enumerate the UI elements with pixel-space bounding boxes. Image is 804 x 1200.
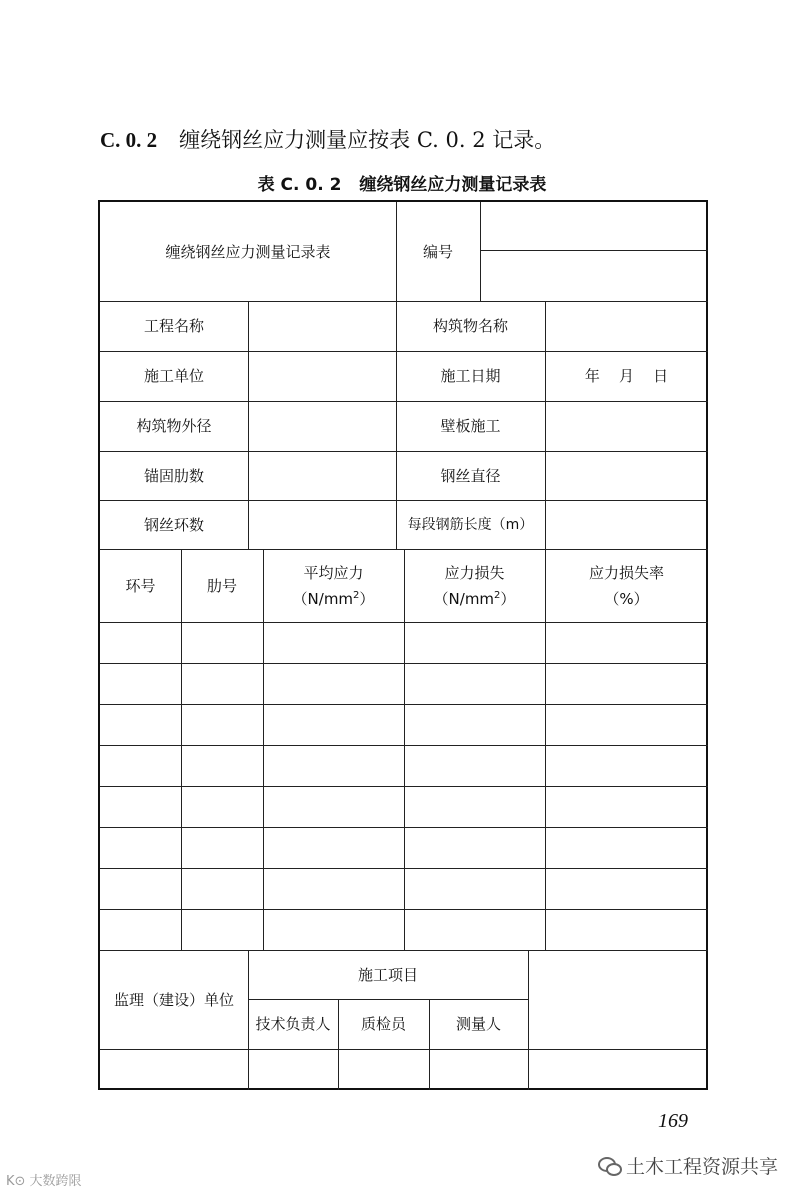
grid-line bbox=[528, 950, 529, 1090]
grid-line bbox=[545, 301, 546, 550]
supervisor-label: 监理（建设）单位 bbox=[113, 990, 234, 1009]
construction-date-label: 施工日期 bbox=[440, 367, 501, 385]
watermark-right bbox=[598, 1152, 778, 1179]
structure-name-label: 构筑物名称 bbox=[432, 317, 508, 335]
tech-lead-label: 技术负责人 bbox=[255, 1015, 331, 1033]
table-title bbox=[0, 170, 804, 195]
serial-number-label: 编号 bbox=[422, 242, 453, 261]
table-number: 表 C. 0. 2 bbox=[257, 175, 342, 195]
stress-loss-unit: $(N/mm^2)$ bbox=[433, 589, 516, 608]
project-name-label: 工程名称 bbox=[143, 317, 204, 335]
wire-ring-count-label: 钢丝环数 bbox=[143, 515, 204, 534]
rib-number-header: 肋号 bbox=[206, 576, 237, 595]
wall-panel-label: 壁板施工 bbox=[440, 417, 501, 435]
contractor-label: 施工单位 bbox=[143, 367, 204, 385]
segment-length-label: 每段钢筋长度（m） bbox=[407, 516, 534, 533]
avg-stress-header bbox=[263, 549, 404, 622]
grid-line bbox=[100, 1049, 708, 1050]
form-header-title: 缠绕钢丝应力测量记录表 bbox=[165, 242, 331, 261]
wechat-icon bbox=[598, 1157, 620, 1175]
table-title-text: 缠绕钢丝应力测量记录表 bbox=[359, 175, 547, 195]
stress-loss-label: 应力损失 bbox=[444, 563, 505, 582]
loss-rate-header bbox=[545, 549, 708, 622]
ring-number-header: 环号 bbox=[125, 576, 156, 595]
stress-loss-header bbox=[404, 549, 545, 622]
outer-diameter-label: 构筑物外径 bbox=[136, 417, 212, 435]
watermark-left: K⊙ 大数跨限 bbox=[6, 1174, 82, 1189]
loss-rate-unit: （%） bbox=[604, 589, 649, 608]
inspector-label: 质检员 bbox=[360, 1015, 406, 1033]
construction-date-value: 年 月 日 bbox=[584, 367, 669, 385]
section-number: C. 0. 2 bbox=[100, 128, 158, 152]
record-form bbox=[98, 200, 708, 1090]
construction-project-label: 施工项目 bbox=[357, 965, 418, 984]
grid-line bbox=[480, 202, 481, 301]
wire-diameter-label: 钢丝直径 bbox=[440, 466, 501, 485]
page-number: 169 bbox=[658, 1110, 688, 1132]
watermark-right-text: 土木工程资源共享 bbox=[626, 1156, 779, 1178]
grid-line bbox=[248, 301, 249, 550]
section-heading bbox=[100, 124, 555, 154]
surveyor-label: 测量人 bbox=[455, 1015, 501, 1033]
loss-rate-label: 应力损失率 bbox=[588, 563, 664, 582]
section-text: 缠绕钢丝应力测量应按表 C. 0. 2 记录。 bbox=[179, 128, 556, 152]
avg-stress-unit: $(N/mm^2)$ bbox=[292, 589, 375, 608]
grid-line bbox=[480, 250, 708, 251]
anchor-rib-count-label: 锚固肋数 bbox=[143, 466, 204, 485]
avg-stress-label: 平均应力 bbox=[303, 563, 364, 582]
